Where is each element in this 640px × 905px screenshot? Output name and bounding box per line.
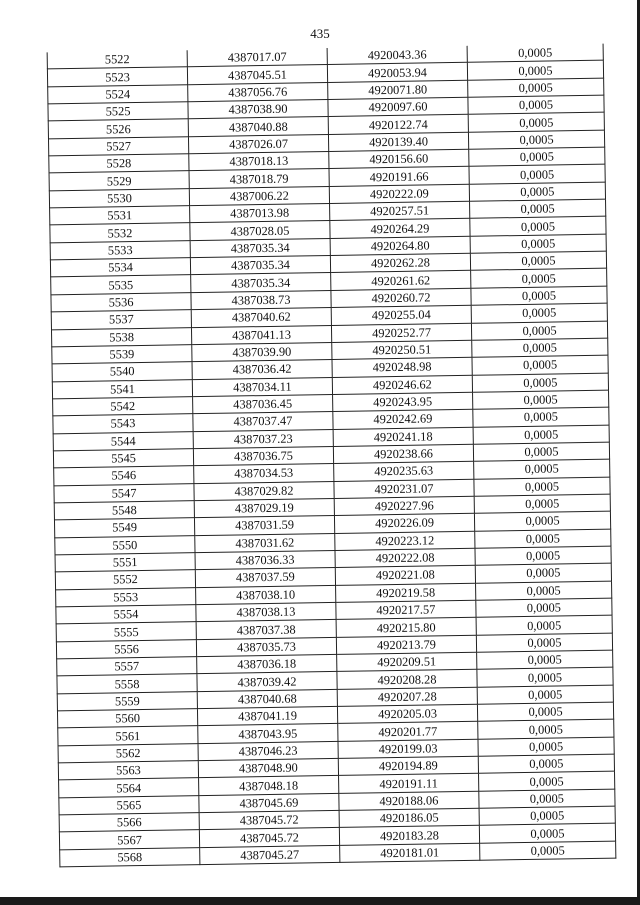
- y-coordinate-cell: 4920223.12: [335, 531, 475, 551]
- value-cell: 0,0005: [467, 44, 603, 63]
- point-number-cell: 5542: [53, 397, 193, 417]
- point-number-cell: 5553: [56, 587, 196, 607]
- x-coordinate-cell: 4387037.38: [196, 620, 336, 640]
- y-coordinate-cell: 4920201.77: [338, 722, 478, 742]
- y-coordinate-cell: 4920255.04: [331, 305, 471, 325]
- value-cell: 0,0005: [480, 841, 616, 860]
- value-cell: 0,0005: [475, 546, 611, 565]
- x-coordinate-cell: 4387038.90: [188, 100, 328, 120]
- y-coordinate-cell: 4920181.01: [340, 843, 480, 863]
- y-coordinate-cell: 4920208.28: [337, 670, 477, 690]
- x-coordinate-cell: 4387036.18: [197, 654, 337, 674]
- point-number-cell: 5554: [56, 605, 196, 625]
- point-number-cell: 5544: [53, 431, 193, 451]
- y-coordinate-cell: 4920262.28: [330, 253, 470, 273]
- value-cell: 0,0005: [478, 719, 614, 738]
- y-coordinate-cell: 4920205.03: [337, 704, 477, 724]
- x-coordinate-cell: 4387048.18: [199, 776, 339, 796]
- y-coordinate-cell: 4920260.72: [331, 288, 471, 308]
- x-coordinate-cell: 4387034.53: [194, 464, 334, 484]
- y-coordinate-cell: 4920241.18: [333, 427, 473, 447]
- point-number-cell: 5524: [48, 84, 188, 104]
- value-cell: 0,0005: [473, 442, 609, 461]
- y-coordinate-cell: 4920139.40: [328, 132, 468, 152]
- x-coordinate-cell: 4387056.76: [188, 82, 328, 102]
- x-coordinate-cell: 4387035.34: [190, 256, 330, 276]
- x-coordinate-cell: 4387017.07: [187, 48, 327, 67]
- x-coordinate-cell: 4387035.34: [190, 238, 330, 258]
- point-number-cell: 5525: [48, 102, 188, 122]
- value-cell: 0,0005: [474, 459, 610, 478]
- y-coordinate-cell: 4920246.62: [332, 375, 472, 395]
- value-cell: 0,0005: [468, 78, 604, 97]
- x-coordinate-cell: 4387045.27: [200, 845, 340, 865]
- value-cell: 0,0005: [477, 650, 613, 669]
- y-coordinate-cell: 4920242.69: [333, 409, 473, 429]
- y-coordinate-cell: 4920235.63: [334, 462, 474, 482]
- y-coordinate-cell: 4920219.58: [336, 583, 476, 603]
- value-cell: 0,0005: [472, 338, 608, 357]
- x-coordinate-cell: 4387037.59: [195, 568, 335, 588]
- x-coordinate-cell: 4387026.07: [188, 134, 328, 154]
- x-coordinate-cell: 4387039.42: [197, 672, 337, 692]
- value-cell: 0,0005: [470, 217, 606, 236]
- point-number-cell: 5559: [57, 691, 197, 711]
- point-number-cell: 5526: [48, 119, 188, 139]
- y-coordinate-cell: 4920043.36: [327, 46, 467, 65]
- x-coordinate-cell: 4387036.45: [193, 394, 333, 414]
- x-coordinate-cell: 4387045.72: [199, 811, 339, 831]
- x-coordinate-cell: 4387018.13: [189, 152, 329, 172]
- y-coordinate-cell: 4920071.80: [328, 80, 468, 100]
- point-number-cell: 5551: [55, 553, 195, 573]
- y-coordinate-cell: 4920209.51: [337, 652, 477, 672]
- y-coordinate-cell: 4920194.89: [338, 756, 478, 776]
- x-coordinate-cell: 4387031.59: [194, 516, 334, 536]
- value-cell: 0,0005: [479, 789, 615, 808]
- y-coordinate-cell: 4920053.94: [327, 63, 467, 83]
- point-number-cell: 5566: [59, 813, 199, 833]
- point-number-cell: 5557: [57, 657, 197, 677]
- point-number-cell: 5549: [54, 518, 194, 538]
- y-coordinate-cell: 4920231.07: [334, 479, 474, 499]
- x-coordinate-cell: 4387028.05: [190, 221, 330, 241]
- x-coordinate-cell: 4387045.69: [199, 793, 339, 813]
- y-coordinate-cell: 4920226.09: [334, 514, 474, 534]
- x-coordinate-cell: 4387037.47: [193, 412, 333, 432]
- point-number-cell: 5538: [51, 327, 191, 347]
- point-number-cell: 5534: [50, 258, 190, 278]
- value-cell: 0,0005: [477, 667, 613, 686]
- x-coordinate-cell: 4387046.23: [198, 741, 338, 761]
- point-number-cell: 5550: [55, 535, 195, 555]
- point-number-cell: 5567: [59, 830, 199, 850]
- point-number-cell: 5536: [51, 292, 191, 312]
- x-coordinate-cell: 4387043.95: [198, 724, 338, 744]
- y-coordinate-cell: 4920188.06: [339, 791, 479, 811]
- point-number-cell: 5530: [49, 188, 189, 208]
- value-cell: 0,0005: [467, 61, 603, 80]
- value-cell: 0,0005: [475, 529, 611, 548]
- x-coordinate-cell: 4387036.42: [192, 360, 332, 380]
- x-coordinate-cell: 4387041.13: [191, 325, 331, 345]
- y-coordinate-cell: 4920264.29: [330, 219, 470, 239]
- value-cell: 0,0005: [476, 633, 612, 652]
- point-number-cell: 5540: [52, 362, 192, 382]
- point-number-cell: 5535: [51, 275, 191, 295]
- point-number-cell: 5537: [51, 310, 191, 330]
- y-coordinate-cell: 4920264.80: [330, 236, 470, 256]
- x-coordinate-cell: 4387035.34: [191, 273, 331, 293]
- y-coordinate-cell: 4920213.79: [336, 635, 476, 655]
- value-cell: 0,0005: [476, 615, 612, 634]
- point-number-cell: 5532: [50, 223, 190, 243]
- y-coordinate-cell: 4920250.51: [332, 340, 472, 360]
- point-number-cell: 5558: [57, 674, 197, 694]
- x-coordinate-cell: 4387045.72: [199, 828, 339, 848]
- point-number-cell: 5523: [47, 67, 187, 87]
- point-number-cell: 5531: [50, 206, 190, 226]
- value-cell: 0,0005: [473, 425, 609, 444]
- x-coordinate-cell: 4387018.79: [189, 169, 329, 189]
- x-coordinate-cell: 4387041.19: [197, 706, 337, 726]
- value-cell: 0,0005: [478, 754, 614, 773]
- scan-bottom-edge: [0, 897, 640, 905]
- y-coordinate-cell: 4920222.09: [329, 184, 469, 204]
- value-cell: 0,0005: [469, 147, 605, 166]
- y-coordinate-cell: 4920191.66: [329, 167, 469, 187]
- point-number-cell: 5543: [53, 414, 193, 434]
- point-number-cell: 5565: [59, 795, 199, 815]
- page-number: 435: [310, 26, 330, 41]
- x-coordinate-cell: 4387039.90: [192, 342, 332, 362]
- point-number-cell: 5561: [58, 726, 198, 746]
- y-coordinate-cell: 4920097.60: [328, 97, 468, 117]
- value-cell: 0,0005: [474, 494, 610, 513]
- y-coordinate-cell: 4920261.62: [331, 271, 471, 291]
- y-coordinate-cell: 4920217.57: [336, 600, 476, 620]
- point-number-cell: 5556: [56, 639, 196, 659]
- y-coordinate-cell: 4920215.80: [336, 618, 476, 638]
- y-coordinate-cell: 4920243.95: [333, 392, 473, 412]
- value-cell: 0,0005: [479, 824, 615, 843]
- value-cell: 0,0005: [477, 685, 613, 704]
- value-cell: 0,0005: [474, 511, 610, 530]
- x-coordinate-cell: 4387040.88: [188, 117, 328, 137]
- value-cell: 0,0005: [478, 737, 614, 756]
- y-coordinate-cell: 4920221.08: [335, 566, 475, 586]
- value-cell: 0,0005: [470, 199, 606, 218]
- y-coordinate-cell: 4920122.74: [328, 115, 468, 135]
- y-coordinate-cell: 4920227.96: [334, 496, 474, 516]
- point-number-cell: 5560: [57, 709, 197, 729]
- x-coordinate-cell: 4387038.13: [196, 602, 336, 622]
- y-coordinate-cell: 4920238.66: [333, 444, 473, 464]
- value-cell: 0,0005: [468, 113, 604, 132]
- value-cell: 0,0005: [479, 772, 615, 791]
- x-coordinate-cell: 4387037.23: [193, 429, 333, 449]
- x-coordinate-cell: 4387013.98: [190, 204, 330, 224]
- point-number-cell: 5552: [55, 570, 195, 590]
- value-cell: 0,0005: [472, 373, 608, 392]
- value-cell: 0,0005: [471, 286, 607, 305]
- x-coordinate-cell: 4387045.51: [187, 65, 327, 85]
- y-coordinate-cell: 4920186.05: [339, 808, 479, 828]
- x-coordinate-cell: 4387006.22: [189, 186, 329, 206]
- point-number-cell: 5568: [60, 847, 200, 867]
- point-number-cell: 5539: [52, 345, 192, 365]
- point-number-cell: 5562: [58, 743, 198, 763]
- x-coordinate-cell: 4387040.68: [197, 689, 337, 709]
- x-coordinate-cell: 4387038.73: [191, 290, 331, 310]
- point-number-cell: 5555: [56, 622, 196, 642]
- y-coordinate-cell: 4920199.03: [338, 739, 478, 759]
- coordinates-table: [47, 44, 617, 868]
- x-coordinate-cell: 4387040.62: [191, 308, 331, 328]
- y-coordinate-cell: 4920252.77: [331, 323, 471, 343]
- y-coordinate-cell: 4920248.98: [332, 357, 472, 377]
- value-cell: 0,0005: [470, 251, 606, 270]
- x-coordinate-cell: 4387036.33: [195, 550, 335, 570]
- value-cell: 0,0005: [473, 390, 609, 409]
- point-number-cell: 5533: [50, 240, 190, 260]
- coordinates-table-container: [47, 44, 616, 868]
- x-coordinate-cell: 4387029.82: [194, 481, 334, 501]
- y-coordinate-cell: 4920257.51: [330, 201, 470, 221]
- x-coordinate-cell: 4387029.19: [194, 498, 334, 518]
- x-coordinate-cell: 4387031.62: [195, 533, 335, 553]
- point-number-cell: 5563: [58, 761, 198, 781]
- point-number-cell: 5546: [54, 466, 194, 486]
- y-coordinate-cell: 4920183.28: [339, 826, 479, 846]
- value-cell: 0,0005: [479, 806, 615, 825]
- point-number-cell: 5522: [47, 50, 187, 69]
- x-coordinate-cell: 4387034.11: [192, 377, 332, 397]
- x-coordinate-cell: 4387035.73: [196, 637, 336, 657]
- y-coordinate-cell: 4920156.60: [329, 149, 469, 169]
- value-cell: 0,0005: [477, 702, 613, 721]
- point-number-cell: 5529: [49, 171, 189, 191]
- point-number-cell: 5527: [48, 136, 188, 156]
- point-number-cell: 5564: [59, 778, 199, 798]
- y-coordinate-cell: 4920222.08: [335, 548, 475, 568]
- point-number-cell: 5548: [54, 501, 194, 521]
- value-cell: 0,0005: [476, 581, 612, 600]
- x-coordinate-cell: 4387048.90: [198, 759, 338, 779]
- value-cell: 0,0005: [471, 269, 607, 288]
- value-cell: 0,0005: [471, 321, 607, 340]
- value-cell: 0,0005: [469, 165, 605, 184]
- value-cell: 0,0005: [474, 477, 610, 496]
- point-number-cell: 5541: [52, 379, 192, 399]
- point-number-cell: 5547: [54, 483, 194, 503]
- point-number-cell: 5545: [53, 449, 193, 469]
- value-cell: 0,0005: [470, 234, 606, 253]
- y-coordinate-cell: 4920191.11: [339, 774, 479, 794]
- value-cell: 0,0005: [471, 303, 607, 322]
- y-coordinate-cell: 4920207.28: [337, 687, 477, 707]
- coordinates-table-body: [47, 44, 616, 867]
- value-cell: 0,0005: [472, 355, 608, 374]
- x-coordinate-cell: 4387038.10: [196, 585, 336, 605]
- value-cell: 0,0005: [473, 407, 609, 426]
- value-cell: 0,0005: [468, 130, 604, 149]
- x-coordinate-cell: 4387036.75: [193, 446, 333, 466]
- value-cell: 0,0005: [475, 563, 611, 582]
- value-cell: 0,0005: [469, 182, 605, 201]
- value-cell: 0,0005: [468, 95, 604, 114]
- point-number-cell: 5528: [49, 154, 189, 174]
- value-cell: 0,0005: [476, 598, 612, 617]
